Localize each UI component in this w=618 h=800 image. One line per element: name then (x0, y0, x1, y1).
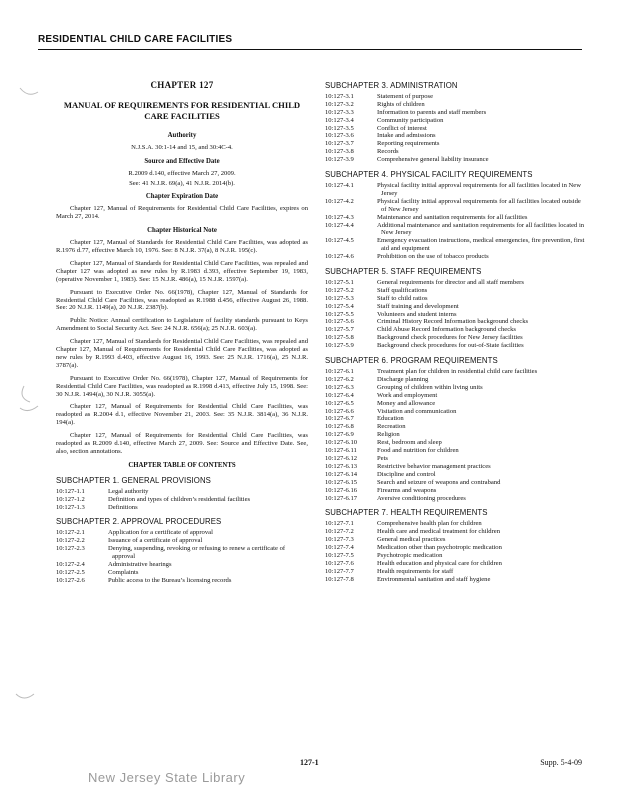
toc-entry[interactable] (325, 439, 587, 447)
section-number: 10:127-4.1 (325, 181, 354, 189)
section-title: Public access to the Bureau’s licensing records (108, 576, 232, 584)
toc-entry[interactable] (56, 569, 308, 577)
historical-paragraph: Chapter 127, Manual of Standards for Residential Child Care Facilities, was repealed and Chapter 127 was adopted as new rules by R.1983 d.393, effective September 19, 1983, (operative November 1, 1983). See: 15 N.J.R. 486(a), 15 N.J.R. 1597(a). (56, 259, 308, 283)
section-title: General medical practices (377, 536, 446, 544)
section-number: 10:127-1.3 (56, 503, 85, 511)
section-number: 10:127-5.8 (325, 334, 354, 342)
section-title: Staff training and development (377, 302, 459, 310)
margin-mark-icon (18, 86, 40, 100)
toc-entry[interactable] (325, 536, 587, 544)
toc-entry[interactable] (325, 560, 587, 568)
section-title: Environmental sanitation and staff hygiene (377, 575, 491, 583)
toc-entry[interactable] (56, 529, 308, 537)
historical-paragraph: Chapter 127, Manual of Standards for Residential Child Care Facilities, was repealed and Chapter 127, Manual of Requirements for Residential Child Care Facilities, was adopted as new rules by R.1993 d.403, effective August 16, 1993. See: 25 N.J.R. 1716(a), 25 N.J.R. 3787(a). (56, 338, 308, 369)
section-title: Search and seizure of weapons and contraband (377, 478, 501, 486)
section-number: 10:127-2.1 (56, 529, 85, 537)
section-title: Issuance of a certificate of approval (108, 537, 203, 545)
toc-entry[interactable] (56, 577, 308, 585)
section-title: Grouping of children within living units (377, 383, 483, 391)
toc-entry[interactable] (325, 479, 587, 487)
section-title: Staff to child ratios (377, 294, 428, 302)
toc-entry[interactable] (325, 237, 587, 253)
section-title: Physical facility initial approval requirements for all facilities located in New Jersey (377, 181, 581, 197)
section-title: Definitions (108, 503, 138, 511)
section-number: 10:127-7.4 (325, 544, 354, 552)
section-number: 10:127-5.6 (325, 318, 354, 326)
section-number: 10:127-3.2 (325, 100, 354, 108)
toc-entry[interactable] (325, 334, 587, 342)
library-stamp: New Jersey State Library (88, 770, 246, 785)
toc-entry[interactable] (325, 326, 587, 334)
section-number: 10:127-7.2 (325, 528, 354, 536)
section-number: 10:127-6.9 (325, 431, 354, 439)
toc-entry[interactable] (325, 311, 587, 319)
section-number: 10:127-4.6 (325, 253, 354, 261)
section-number: 10:127-3.8 (325, 148, 354, 156)
section-number: 10:127-6.15 (325, 478, 358, 486)
expiration-text: Chapter 127, Manual of Requirements for Residential Child Care Facilities, expires on March 27, 2014. (56, 205, 308, 221)
section-number: 10:127-6.4 (325, 391, 354, 399)
section-title: Treatment plan for children in residential child care facilities (377, 368, 538, 375)
section-number: 10:127-2.2 (56, 537, 85, 545)
source-line: R.2009 d.140, effective March 27, 2009. (128, 169, 236, 177)
section-title: Rights of children (377, 100, 425, 108)
section-title: Religion (377, 431, 400, 439)
section-title: Health education and physical care for children (377, 559, 502, 567)
source-line: See: 41 N.J.R. 69(a), 41 N.J.R. 2014(b). (129, 179, 235, 187)
toc-entry[interactable] (325, 495, 587, 503)
section-number: 10:127-6.3 (325, 383, 354, 391)
section-title: Medication other than psychotropic medication (377, 544, 502, 552)
toc-entry[interactable] (325, 93, 587, 101)
header-rule (38, 49, 582, 50)
toc-entry[interactable] (325, 455, 587, 463)
subchapter-heading: SUBCHAPTER 6. PROGRAM REQUIREMENTS (325, 356, 498, 366)
toc-entry[interactable] (325, 552, 587, 560)
section-number: 10:127-3.3 (325, 108, 354, 116)
section-number: 10:127-7.7 (325, 567, 354, 575)
toc-entry[interactable] (325, 384, 587, 392)
section-number: 10:127-5.1 (325, 278, 354, 286)
section-title: Comprehensive general liability insurance (377, 156, 489, 164)
toc-entry[interactable] (325, 576, 587, 584)
toc-entry[interactable] (325, 279, 587, 287)
section-title: Psychotropic medication (377, 551, 443, 559)
section-title: Education (377, 415, 404, 423)
toc-entry[interactable] (325, 447, 587, 455)
subchapter-heading: SUBCHAPTER 2. APPROVAL PROCEDURES (56, 517, 222, 527)
toc-entry[interactable] (325, 318, 587, 326)
section-number: 10:127-2.3 (56, 545, 85, 553)
section-number: 10:127-1.1 (56, 487, 85, 495)
section-title: Pets (377, 454, 388, 462)
toc-entry[interactable] (325, 423, 587, 431)
toc-entry[interactable] (325, 376, 587, 384)
section-number: 10:127-3.1 (325, 92, 354, 100)
historical-paragraph: Chapter 127, Manual of Requirements for Residential Child Care Facilities, was readopted as R.2004 d.1, effective November 21, 2003. See: 35 N.J.R. 3814(a), 36 N.J.R. 194(a). (56, 403, 308, 427)
section-title: Administrative hearings (108, 560, 172, 568)
section-title: Denying, suspending, revoking or refusing to renew a certificate of approval (108, 545, 286, 561)
section-title: Background check procedures for out-of-State facilities (377, 342, 524, 350)
section-title: Volunteers and student interns (377, 310, 457, 318)
section-number: 10:127-6.1 (325, 368, 354, 375)
section-number: 10:127-4.4 (325, 221, 354, 229)
toc-entry[interactable] (325, 520, 587, 528)
toc-entry[interactable] (56, 545, 308, 561)
section-number: 10:127-6.17 (325, 494, 358, 502)
section-number: 10:127-2.4 (56, 560, 85, 568)
toc-entry[interactable] (325, 214, 587, 222)
section-title: Discipline and control (377, 470, 436, 478)
section-title: Additional maintenance and sanitation requirements for all facilities located in New Jersey (377, 221, 585, 237)
authority-heading: Authority (167, 131, 197, 139)
historical-heading: Chapter Historical Note (147, 227, 217, 235)
section-number: 10:127-3.9 (325, 156, 354, 164)
toc-left (56, 477, 308, 585)
toc-entry[interactable] (56, 488, 308, 496)
toc-entry[interactable] (56, 561, 308, 569)
section-number: 10:127-3.7 (325, 140, 354, 148)
margin-mark-icon (14, 690, 36, 704)
section-title: Health requirements for staff (377, 567, 454, 575)
section-number: 10:127-4.3 (325, 213, 354, 221)
subchapter-heading: SUBCHAPTER 5. STAFF REQUIREMENTS (325, 267, 482, 277)
section-number: 10:127-7.1 (325, 520, 354, 528)
subchapter-heading: SUBCHAPTER 1. GENERAL PROVISIONS (56, 475, 211, 485)
page-number: 127-1 (300, 758, 319, 767)
section-title: Intake and admissions (377, 132, 436, 140)
margin-mark-icon (16, 384, 40, 414)
toc-entry[interactable] (56, 496, 308, 504)
section-number: 10:127-4.2 (325, 197, 354, 205)
historical-paragraph: Public Notice: Annual certification to Legislature of facility standards pursuant to Keys Amendment to Social Security Act. See: 24 N.J.R. 656(a); 25 N.J.R. 603(a). (56, 317, 308, 333)
toc-entry[interactable] (325, 431, 587, 439)
section-number: 10:127-6.2 (325, 375, 354, 383)
toc-entry[interactable] (325, 156, 587, 164)
section-number: 10:127-3.6 (325, 132, 354, 140)
section-number: 10:127-6.11 (325, 447, 357, 455)
toc-entry[interactable] (325, 109, 587, 117)
section-title: Complaints (108, 568, 139, 576)
toc-entry[interactable] (325, 487, 587, 495)
toc-entry[interactable] (325, 287, 587, 295)
historical-paragraph: Chapter 127, Manual of Standards for Residential Child Care Facilities, was adopted as R.1976 d.77, effective March 10, 1976. See: 8 N.J.R. 37(a), 8 N.J.R. 195(c). (56, 239, 308, 254)
section-title: Recreation (377, 423, 406, 431)
source-heading: Source and Effective Date (144, 157, 220, 165)
section-title: Records (377, 148, 399, 156)
section-number: 10:127-7.5 (325, 551, 354, 559)
subchapter-heading: SUBCHAPTER 4. PHYSICAL FACILITY REQUIREMENTS (325, 170, 533, 180)
toc-entry[interactable] (325, 125, 587, 133)
section-title: Conflict of interest (377, 124, 427, 132)
toc-entry[interactable] (325, 117, 587, 125)
section-number: 10:127-5.5 (325, 310, 354, 318)
section-number: 10:127-7.8 (325, 575, 354, 583)
toc-entry[interactable] (325, 415, 587, 423)
section-title: Restrictive behavior management practices (377, 462, 491, 470)
section-title: Aversive conditioning procedures (377, 494, 466, 502)
section-title: Visitation and communication (377, 407, 457, 415)
toc-entry[interactable] (325, 463, 587, 471)
toc-heading: CHAPTER TABLE OF CONTENTS (128, 461, 236, 469)
historical-paragraph: Pursuant to Executive Order No. 66(1978), Chapter 127, Manual of Requirements for Residential Child Care Facilities, was readopted as R.1998 d.413, effective July 15, 1998. See: 30 N.J.R. 1494(a), 30 N.J.R. 3055(a). (56, 374, 308, 398)
section-title: Health care and medical treatment for children (377, 528, 501, 536)
toc-entry[interactable] (325, 400, 587, 408)
toc-entry[interactable] (325, 392, 587, 400)
section-title: Food and nutrition for children (377, 447, 459, 455)
section-title: Reporting requirements (377, 140, 440, 148)
section-number: 10:127-7.6 (325, 559, 354, 567)
historical-paragraph: Pursuant to Executive Order No. 66(1978), Chapter 127, Manual of Standards for Residential Child Care Facilities, was readopted as R.1988 d.456, effective August 26, 1988. See: 20 N.J.R. 1149(a), 20 N.J.R. 2387(b). (56, 288, 308, 312)
section-title: Emergency evacuation instructions, medical emergencies, fire prevention, first aid and equipment (377, 237, 585, 253)
expiration-heading: Chapter Expiration Date (145, 193, 219, 201)
section-number: 10:127-2.5 (56, 568, 85, 576)
right-column (325, 82, 587, 584)
toc-entry[interactable] (325, 408, 587, 416)
subchapter-heading: SUBCHAPTER 3. ADMINISTRATION (325, 81, 458, 90)
toc-entry[interactable] (325, 132, 587, 140)
toc-entry[interactable] (325, 295, 587, 303)
toc-entry[interactable] (325, 342, 587, 350)
left-column (56, 82, 308, 585)
section-number: 10:127-3.5 (325, 124, 354, 132)
section-number: 10:127-5.3 (325, 294, 354, 302)
section-title: Staff qualifications (377, 286, 428, 294)
section-title: Rest, bedroom and sleep (377, 439, 442, 447)
section-title: Firearms and weapons (377, 486, 437, 494)
chapter-title: MANUAL OF REQUIREMENTS FOR RESIDENTIAL CHILD CARE FACILITIES (63, 99, 301, 121)
section-number: 10:127-4.5 (325, 237, 354, 245)
section-title: Statement of purpose (377, 92, 434, 100)
toc-entry[interactable] (325, 140, 587, 148)
toc-entry[interactable] (56, 537, 308, 545)
toc-entry[interactable] (325, 471, 587, 479)
toc-entry[interactable] (325, 568, 587, 576)
toc-entry[interactable] (325, 198, 587, 214)
section-number: 10:127-5.7 (325, 326, 354, 334)
toc-entry[interactable] (325, 101, 587, 109)
section-number: 10:127-6.12 (325, 454, 358, 462)
section-title: Money and allowance (377, 399, 436, 407)
toc-entry[interactable] (325, 544, 587, 552)
section-number: 10:127-6.13 (325, 462, 358, 470)
section-number: 10:127-6.7 (325, 415, 354, 423)
section-number: 10:127-2.6 (56, 576, 85, 584)
section-number: 10:127-6.10 (325, 439, 358, 447)
section-number: 10:127-3.4 (325, 116, 354, 124)
section-title: Application for a certificate of approval (108, 529, 213, 537)
section-number: 10:127-6.16 (325, 486, 358, 494)
toc-entry[interactable] (325, 368, 587, 376)
section-number: 10:127-7.3 (325, 536, 354, 544)
toc-entry[interactable] (56, 504, 308, 512)
toc-entry[interactable] (325, 182, 587, 198)
section-title: General requirements for director and all staff members (377, 278, 524, 286)
section-number: 10:127-6.8 (325, 423, 354, 431)
section-title: Definition and types of children’s residential facilities (108, 495, 251, 503)
section-number: 10:127-6.5 (325, 399, 354, 407)
section-title: Child Abuse Record Information background checks (377, 326, 516, 334)
section-title: Discharge planning (377, 375, 429, 383)
section-number: 10:127-5.4 (325, 302, 354, 310)
section-title: Physical facility initial approval requirements for all facilities located outside of New Jersey (377, 197, 581, 213)
subchapter-heading: SUBCHAPTER 7. HEALTH REQUIREMENTS (325, 508, 488, 518)
section-number: 10:127-1.2 (56, 495, 85, 503)
section-number: 10:127-5.9 (325, 342, 354, 350)
section-title: Work and employment (377, 391, 438, 399)
toc-entry[interactable] (325, 528, 587, 536)
section-number: 10:127-6.14 (325, 470, 358, 478)
supplement-date: Supp. 5-4-09 (540, 758, 582, 767)
section-title: Community participation (377, 116, 444, 124)
section-number: 10:127-6.6 (325, 407, 354, 415)
toc-entry[interactable] (325, 253, 587, 261)
section-title: Background check procedures for New Jersey facilities (377, 334, 523, 342)
chapter-number: CHAPTER 127 (150, 80, 214, 90)
authority-text: N.J.S.A. 30:1-14 and 15, and 30:4C-4. (131, 143, 233, 151)
section-title: Information to parents and staff members (377, 108, 487, 116)
section-title: Prohibition on the use of tobacco products (377, 253, 489, 261)
section-title: Maintenance and sanitation requirements for all facilities (377, 213, 528, 221)
toc-entry[interactable] (325, 303, 587, 311)
historical-paragraph: Chapter 127, Manual of Requirements for Residential Child Care Facilities, was readopted as R.2009 d.140, effective March 27, 2009. See: Source and Effective Date. See, also, section annotations. (56, 432, 308, 455)
section-title: Comprehensive health plan for children (377, 520, 482, 528)
section-number: 10:127-5.2 (325, 286, 354, 294)
section-title: Legal authority (108, 487, 149, 495)
toc-entry[interactable] (325, 222, 587, 238)
section-title: Criminal History Record Information background checks (377, 318, 529, 326)
toc-entry[interactable] (325, 148, 587, 156)
running-head: RESIDENTIAL CHILD CARE FACILITIES (38, 34, 233, 45)
